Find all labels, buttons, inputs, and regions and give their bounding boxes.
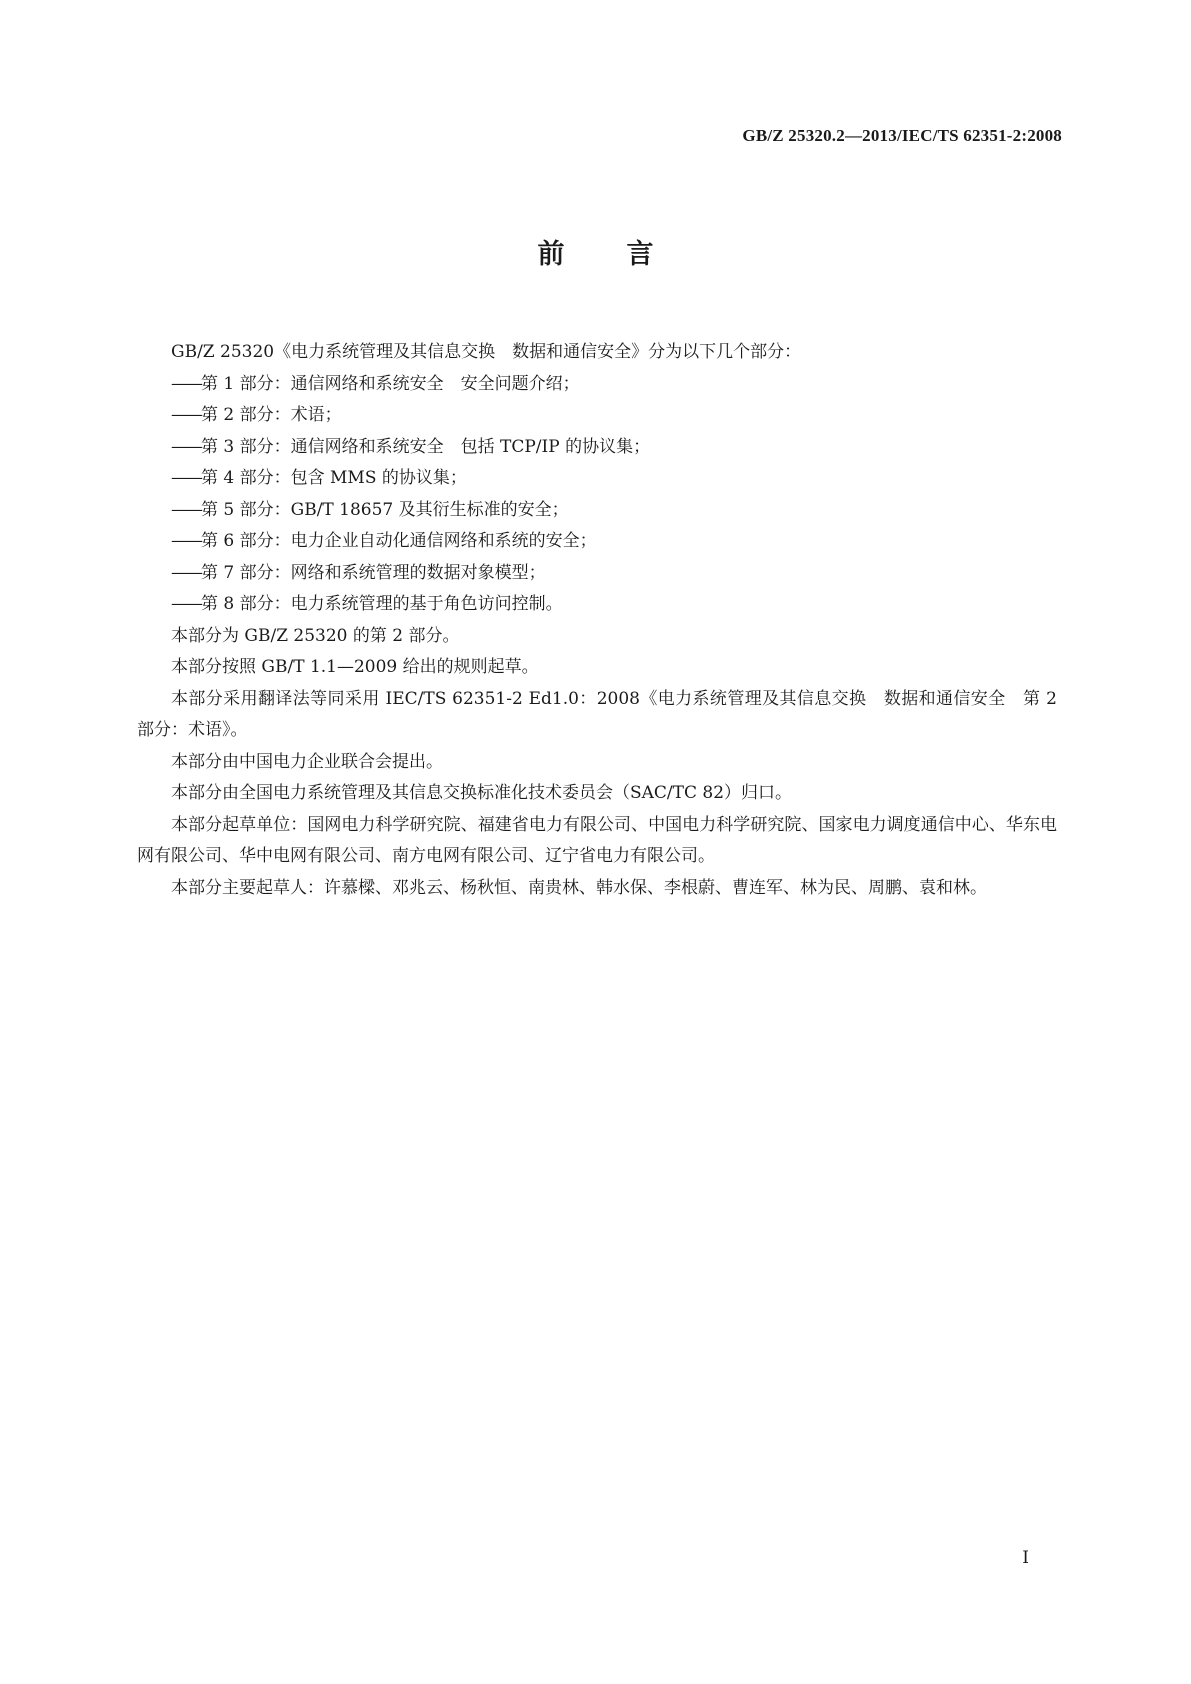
- em-dash: ——: [171, 436, 201, 457]
- list-item: [137, 400, 1057, 432]
- list-item-text: 第 4 部分：包含 MMS 的协议集；: [201, 468, 467, 488]
- list-item: [137, 589, 1057, 621]
- page-number: I: [1022, 1548, 1029, 1568]
- list-item: [137, 526, 1057, 558]
- drafters-paragraph: 本部分主要起草人：许慕樑、邓兆云、杨秋恒、南贵林、韩水保、李根蔚、曹连军、林为民、周鹏、袁和林。: [171, 877, 987, 898]
- list-item-text: 第 6 部分：电力企业自动化通信网络和系统的安全；: [201, 531, 597, 551]
- intro-paragraph: GB/Z 25320《电力系统管理及其信息交换 数据和通信安全》分为以下几个部分：: [171, 342, 802, 362]
- part-statement-paragraph: 本部分为 GB/Z 25320 的第 2 部分。: [171, 625, 460, 646]
- list-item: [137, 495, 1057, 527]
- list-item-text: 第 1 部分：通信网络和系统安全 安全问题介绍；: [201, 373, 580, 394]
- page-title: 前言: [537, 239, 716, 270]
- em-dash: ——: [171, 594, 201, 614]
- list-item: [137, 558, 1057, 590]
- proposer-paragraph: 本部分由中国电力企业联合会提出。: [171, 751, 443, 772]
- list-item-text: 第 8 部分：电力系统管理的基于角色访问控制。: [201, 594, 563, 614]
- drafting-rules-paragraph: 本部分按照 GB/T 1.1—2009 给出的规则起草。: [171, 657, 539, 677]
- list-item-text: 第 7 部分：网络和系统管理的数据对象模型；: [201, 562, 546, 583]
- em-dash: ——: [171, 468, 201, 488]
- em-dash: ——: [171, 373, 201, 394]
- list-item: [137, 369, 1057, 401]
- list-item-text: 第 5 部分：GB/T 18657 及其衍生标准的安全；: [201, 499, 569, 520]
- list-item-text: 第 3 部分：通信网络和系统安全 包括 TCP/IP 的协议集；: [201, 436, 651, 457]
- em-dash: ——: [171, 531, 201, 551]
- adoption-paragraph: 本部分采用翻译法等同采用 IEC/TS 62351-2 Ed1.0：2008《电力系统管理及其信息交换 数据和通信安全 第 2 部分：术语》。: [137, 688, 1057, 740]
- drafting-units-paragraph: 本部分起草单位：国网电力科学研究院、福建省电力有限公司、中国电力科学研究院、国家电力调度通信中心、华东电网有限公司、华中电网有限公司、南方电网有限公司、辽宁省电力有限公司。: [137, 814, 1057, 866]
- em-dash: ——: [171, 562, 201, 583]
- committee-paragraph: 本部分由全国电力系统管理及其信息交换标准化技术委员会（SAC/TC 82）归口。: [171, 783, 793, 803]
- list-item: [137, 432, 1057, 464]
- em-dash: ——: [171, 499, 201, 520]
- foreword-body: [137, 337, 1057, 904]
- standard-code-header: GB/Z 25320.2—2013/IEC/TS 62351-2:2008: [742, 126, 1062, 145]
- list-item-text: 第 2 部分：术语；: [201, 405, 342, 425]
- list-item: [137, 463, 1057, 495]
- em-dash: ——: [171, 405, 201, 425]
- parts-list: [137, 369, 1057, 621]
